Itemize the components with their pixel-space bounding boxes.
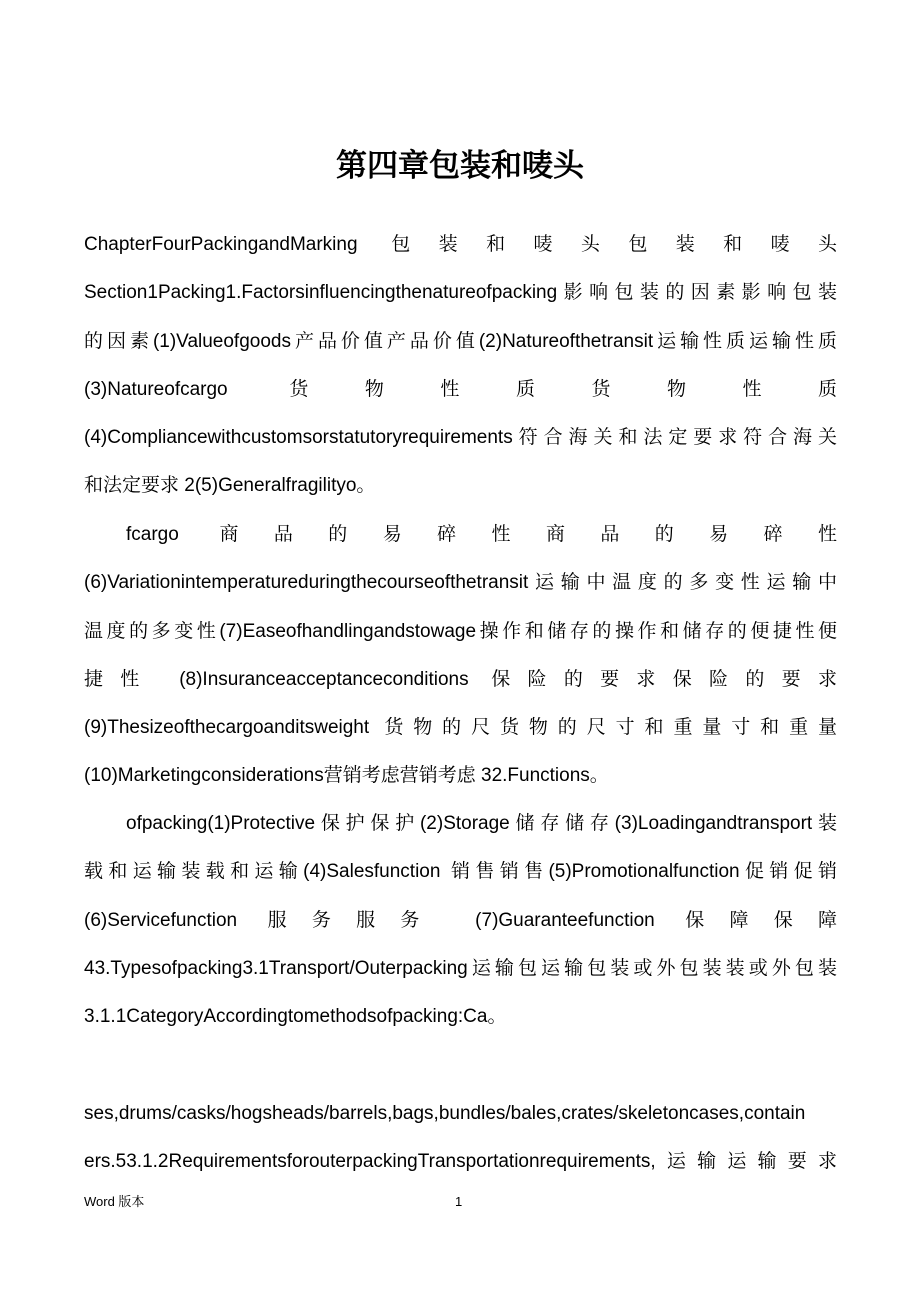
text-line: ses,drums/casks/hogsheads/barrels,bags,bundles/bales,crates/skeletoncases,contain [84, 1103, 806, 1124]
text-line: (10)Marketingconsiderations营销考虑营销考虑 32.Functions。 [84, 765, 609, 787]
text-line: ChapterFourPackingandMarking 包装和唛头包装和唛头 [84, 234, 837, 255]
text-line: (4)Compliancewithcustomsorstatutoryrequirements符合海关和法定要求符合海关 [84, 427, 837, 449]
text-line: 载和运输装载和运输(4)Salesfunction 销售销售(5)Promotionalfunction促销促销 [84, 861, 837, 883]
text-line: 捷性 (8)Insuranceacceptanceconditions 保险的要求保险的要求 [84, 668, 837, 690]
text-line: 和法定要求 2(5)Generalfragilityo。 [84, 475, 376, 497]
document-title: 第四章包装和唛头 [336, 148, 584, 184]
paragraph-1 [84, 221, 837, 511]
text-line: (9)Thesizeofthecargoanditsweight 货物的尺货物的尺寸和重量寸和重量 [84, 717, 837, 739]
footer-version-label: Word 版本 [84, 1194, 145, 1209]
text-line: 温度的多变性(7)Easeofhandlingandstowage操作和储存的操作和储存的便捷性便 [84, 620, 837, 642]
text-line: (3)Natureofcargo 货物性质货物性质 [84, 378, 837, 400]
text-line: (6)Servicefunction 服务服务 (7)Guaranteefunction 保障保障 [84, 909, 837, 931]
paragraph-4 [84, 1090, 837, 1187]
text-line: ers.53.1.2RequirementsforouterpackingTransportationrequirements,运输运输要求 [84, 1151, 837, 1173]
text-line: 的因素(1)Valueofgoods产品价值产品价值(2)Natureofthetransit运输性质运输性质 [84, 330, 837, 352]
text-line: Section1Packing1.Factorsinfluencingthenatureofpacking影响包装的因素影响包装 [84, 282, 837, 304]
text-line: 43.Typesofpacking3.1Transport/Outerpacking运输包运输包装或外包装装或外包装 [84, 957, 837, 979]
paragraph-2 [84, 511, 837, 801]
text-line: fcargo 商品的易碎性商品的易碎性 [126, 524, 837, 545]
text-line: 3.1.1CategoryAccordingtomethodsofpacking:Ca。 [84, 1006, 507, 1028]
text-line: ofpacking(1)Protective保护保护(2)Storage储存储存(3)Loadingandtransport装 [126, 813, 837, 834]
text-line: (6)Variationintemperatureduringthecourseofthetransit运输中温度的多变性运输中 [84, 572, 837, 594]
paragraph-3 [84, 800, 837, 1041]
footer-page-number: 1 [455, 1194, 463, 1209]
